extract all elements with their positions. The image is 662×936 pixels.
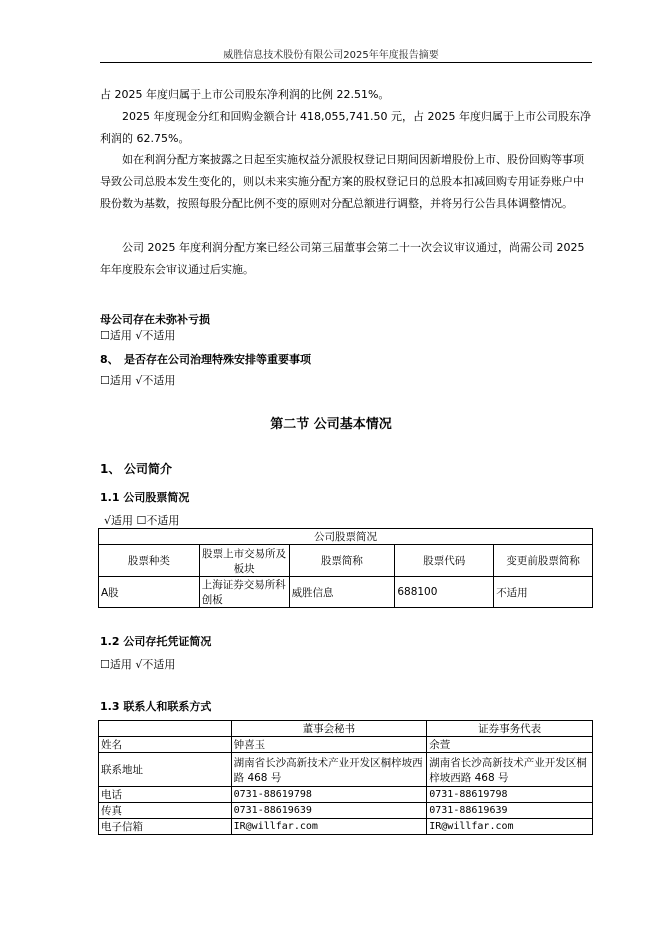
contact-cell: 湖南省长沙高新技术产业开发区桐梓坡西路 468 号 xyxy=(231,753,427,787)
contact-row-label: 姓名 xyxy=(99,737,232,753)
subsection-1-1-title: 1.1 公司股票简况 xyxy=(100,491,190,504)
contact-row-label: 联系地址 xyxy=(99,753,232,787)
contact-cell: 湖南省长沙高新技术产业开发区桐梓坡西路 468 号 xyxy=(427,753,593,787)
subsection-1-2-title: 1.2 公司存托凭证简况 xyxy=(100,635,212,648)
subsection-1-number: 1、 xyxy=(100,462,121,476)
report-header: 威胜信息技术股份有限公司2025年年度报告摘要 xyxy=(223,50,439,61)
contact-row-label: 电话 xyxy=(99,787,232,803)
subsection-1-2-options: ☐适用 √不适用 xyxy=(100,658,176,671)
subsection-1-1-options: √适用 ☐不适用 xyxy=(104,514,180,527)
contact-table-header xyxy=(99,721,232,737)
stock-table-caption: 公司股票简况 xyxy=(99,529,593,545)
contact-row-label: 传真 xyxy=(99,803,232,819)
contact-table-header: 董事会秘书 xyxy=(231,721,427,737)
stock-table-cell: 688100 xyxy=(395,577,494,608)
stock-table-header: 股票代码 xyxy=(395,545,494,577)
contact-table-header: 证券事务代表 xyxy=(427,721,593,737)
contact-cell: 0731-88619798 xyxy=(427,787,593,803)
header-rule xyxy=(100,62,592,63)
contact-row-label: 电子信箱 xyxy=(99,819,232,835)
contact-cell: 0731-88619639 xyxy=(231,803,427,819)
stock-table-header: 股票上市交易所及板块 xyxy=(199,545,289,577)
contact-cell: 余萱 xyxy=(427,737,593,753)
stock-table-cell: 不适用 xyxy=(494,577,593,608)
stock-table-header: 股票简称 xyxy=(289,545,395,577)
section-2-title: 第二节 公司基本情况 xyxy=(270,417,392,432)
contact-email-link[interactable]: IR@willfar.com xyxy=(427,819,593,835)
stock-table xyxy=(98,528,593,608)
paragraph-3: 如在利润分配方案披露之日起至实施权益分派股权登记日期间因新增股份上市、股份回购等事项导致公司总股本发生变化的，则以未来实施分配方案的股权登记日的总股本扣减回购专用证券账户中股份数为基数，按照每股分配比例不变的原则对分配总额进行调整，并将另行公告具体调整情况。 xyxy=(100,153,584,210)
stock-table-cell: 威胜信息 xyxy=(289,577,395,608)
paragraph-4: 公司 2025 年度利润分配方案已经公司第三届董事会第二十一次会议审议通过，尚需公司 2025 年年度股东会审议通过后实施。 xyxy=(100,241,585,276)
contact-email-link[interactable]: IR@willfar.com xyxy=(231,819,427,835)
subsection-1-title: 公司简介 xyxy=(124,462,173,476)
stock-table-header: 变更前股票简称 xyxy=(494,545,593,577)
paragraph-1: 占 2025 年度归属于上市公司股东净利润的比例 22.51%。 xyxy=(100,88,390,101)
contact-cell: 0731-88619798 xyxy=(231,787,427,803)
stock-table-header: 股票种类 xyxy=(99,545,200,577)
item-8-options: ☐适用 √不适用 xyxy=(100,374,176,387)
stock-table-cell: A股 xyxy=(99,577,200,608)
loss-options: ☐适用 √不适用 xyxy=(100,329,176,342)
item-8-number: 8、 xyxy=(100,353,119,366)
loss-title: 母公司存在未弥补亏损 xyxy=(100,313,210,326)
contact-table xyxy=(98,720,593,835)
stock-table-cell: 上海证券交易所科创板 xyxy=(199,577,289,608)
paragraph-2: 2025 年度现金分红和回购金额合计 418,055,741.50 元，占 2025 年度归属于上市公司股东净利润的 62.75%。 xyxy=(100,110,591,145)
item-8-title: 是否存在公司治理特殊安排等重要事项 xyxy=(124,353,311,366)
subsection-1-3-title: 1.3 联系人和联系方式 xyxy=(100,700,212,713)
contact-cell: 0731-88619639 xyxy=(427,803,593,819)
contact-cell: 钟喜玉 xyxy=(231,737,427,753)
